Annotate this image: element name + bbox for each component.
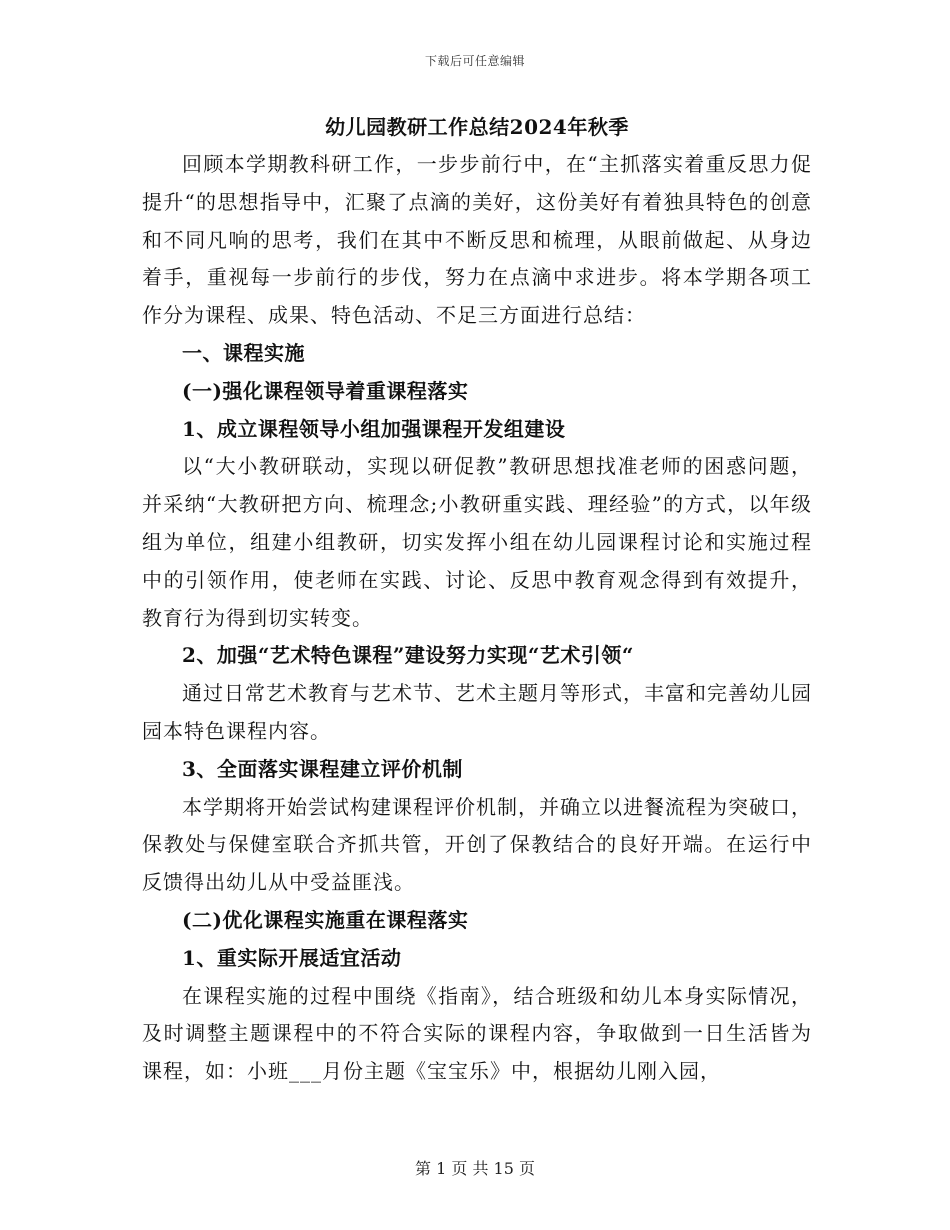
- subsection-heading-1: (一)强化课程领导着重课程落实: [182, 378, 469, 403]
- document-body: [142, 108, 812, 1091]
- item-heading-1: 1、成立课程领导小组加强课程开发组建设: [182, 416, 566, 441]
- subsection-heading-2: (二)优化课程实施重在课程落实: [182, 907, 469, 932]
- item-paragraph-1: 以“大小教研联动，实现以研促教”教研思想找准老师的困惑问题，并采纳“大教研把方向、梳理念;小教研重实践、理经验”的方式，以年级组为单位，组建小组教研，切实发挥小组在幼儿园课程讨论和实施过程中的引领作用，使老师在实践、讨论、反思中教育观念得到有效提升，教育行为得到切实转变。: [142, 454, 812, 630]
- document-title: 幼儿园教研工作总结2024年秋季: [325, 115, 629, 139]
- item-paragraph-3: 本学期将开始尝试构建课程评价机制，并确立以进餐流程为突破口，保教处与保健室联合齐抓共管，开创了保教结合的良好开端。在运行中反馈得出幼儿从中受益匪浅。: [142, 794, 812, 895]
- section-heading-curriculum: 一、课程实施: [182, 340, 305, 365]
- header-note: 下载后可任意编辑: [424, 54, 525, 68]
- item-paragraph-4: 在课程实施的过程中围绕《指南》，结合班级和幼儿本身实际情况，及时调整主题课程中的不符合实际的课程内容，争取做到一日生活皆为课程，如：小班___月份主题《宝宝乐》中，根据幼儿刚入园，: [142, 983, 812, 1084]
- page-number: 第 1 页 共 15 页: [415, 1159, 535, 1178]
- item-heading-2: 2、加强“艺术特色课程”建设努力实现“艺术引领“: [182, 643, 634, 668]
- intro-paragraph: 回顾本学期教科研工作，一步步前行中，在“主抓落实着重反思力促提升“的思想指导中，汇聚了点滴的美好，这份美好有着独具特色的创意和不同凡响的思考，我们在其中不断反思和梳理，从眼前做起、从身边着手，重视每一步前行的步伐，努力在点滴中求进步。将本学期各项工作分为课程、成果、特色活动、不足三方面进行总结：: [142, 152, 812, 328]
- item-paragraph-2: 通过日常艺术教育与艺术节、艺术主题月等形式，丰富和完善幼儿园园本特色课程内容。: [142, 681, 812, 743]
- item-heading-4: 1、重实际开展适宜活动: [182, 945, 402, 970]
- item-heading-3: 3、全面落实课程建立评价机制: [182, 756, 463, 781]
